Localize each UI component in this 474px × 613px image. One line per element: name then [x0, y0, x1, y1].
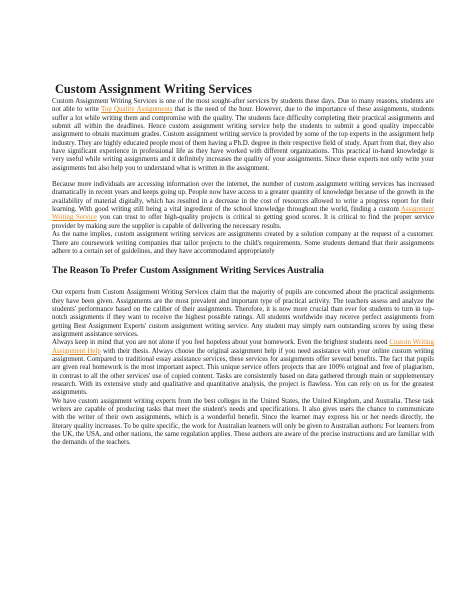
paragraph-not-alone: [52, 338, 434, 396]
link-assignment-writing-service[interactable]: Assignment Writing Service: [52, 205, 434, 222]
paragraph-definition: As the name implies, custom assignment writing services are assignments created by a solution company at the request of a customer. There are coursework writing companies that tailor projects to the child's requirements. Some students demand that their assignments adhere to a certain set of guidelines, and they have accommodated appropriately: [52, 230, 434, 255]
paragraph-growth: [52, 180, 434, 230]
text-run: Custom Assignment Writing Services is one of the most sought-after services by students these days. Due to many reasons, students are not able to write: [52, 97, 434, 114]
link-custom-writing-assignment-help[interactable]: Custom Writing Assignment Help: [52, 338, 434, 355]
text-run: Always keep in mind that you are not alone if you feel hopeless about your homework. Even the brightest students need: [52, 338, 390, 347]
text-run: with their thesis. Always choose the original assignment help if you need assistance with your online custom writing assignment. Compared to traditional essay assistance services, these services for assignments offer several benefits. The fact that pupils are given real homework is the most important aspect. This unique service offers projects that are 100% original and free of plagiarism, in contrast to all the other services' use of copied content. Tasks are consistently based on data gathered through main or supplementary research. With its extensive study and qualitative and quantitative analysis, the project is flawless. You can rely on us for the greatest assignments.: [52, 346, 434, 397]
text-run: that is the need of the hour. However, due to the importance of these assignments, students suffer a lot while writing them and compromise with the quality. The students face difficulty completing their practical assignments and submit all within the deadlines. Hence custom assignment writing service help the students to submit a good quality impeccable assignment to obtain maximum grades. Custom assignment writing service is provided by some of the top experts in the assignment help industry. They are highly educated people most of them having a Ph.D. degree in their respective field of study. Apart from that, they also have significant experience in professional life as they have worked with different organizations. This practical in-hand knowledge is very useful while writing assignments and it definitely increases the quality of your assignments. Since these experts not only write your assignments but also help you to understand what is written in the assignment.: [52, 105, 434, 172]
page-title: Custom Assignment Writing Services: [55, 82, 252, 96]
text-run: Because more individuals are accessing information over the internet, the number of custom assignment writing services has increased dramatically in recent years and keeps going up. People now have access to a greater quantity of knowledge because of the growth in the availability of material digitally, which has resulted in a decrease in the cost of resources allowed to write a progress report for their learning. With good writing still being a vital ingredient of the school knowledge throughout the world, finding a custom: [52, 180, 434, 214]
link-top-quality-assignments[interactable]: Top Quality Assignments: [101, 105, 173, 114]
paragraph-intro: [52, 97, 434, 172]
text-run: you can trust to offer high-quality projects is critical to getting good scores. It is critical to find the proper service provider by making sure the supplier is capable of delivering the necessary results.: [52, 213, 434, 230]
paragraph-writers: We have custom assignment writing experts from the best colleges in the United States, the United Kingdom, and Australia. These task writers are capable of producing tasks that meet the student's needs and specifications. It also gives users the chance to communicate with the writer of their own assignments, which is a wonderful benefit. Since the learner may express his or her needs directly, the literary quality increases. To be quite specific, the work for Australian learners will only be given to Australian authors: For learners from the UK, the USA, and other nations, the same regulation applies. These authors are aware of the precise instructions and are familiar with the demands of the teachers.: [52, 396, 434, 447]
section-heading: The Reason To Prefer Custom Assignment Writing Services Australia: [52, 265, 324, 276]
paragraph-experts: Our experts from Custom Assignment Writing Services claim that the majority of pupils are concerned about the practical assignments they have been given. Assignments are the most prevalent and important type of practical activity. The teachers assess and analyze the students' performance based on the caliber of their assignments. Therefore, it is now more crucial than ever for students to turn in top-notch assignments if they want to receive the highest possible ratings. All students worldwide may receive perfect assignments from getting Best Assignment Experts' custom assignment writing service. Any student may simply earn outstanding scores by using these assignment assistance services.: [52, 288, 434, 338]
